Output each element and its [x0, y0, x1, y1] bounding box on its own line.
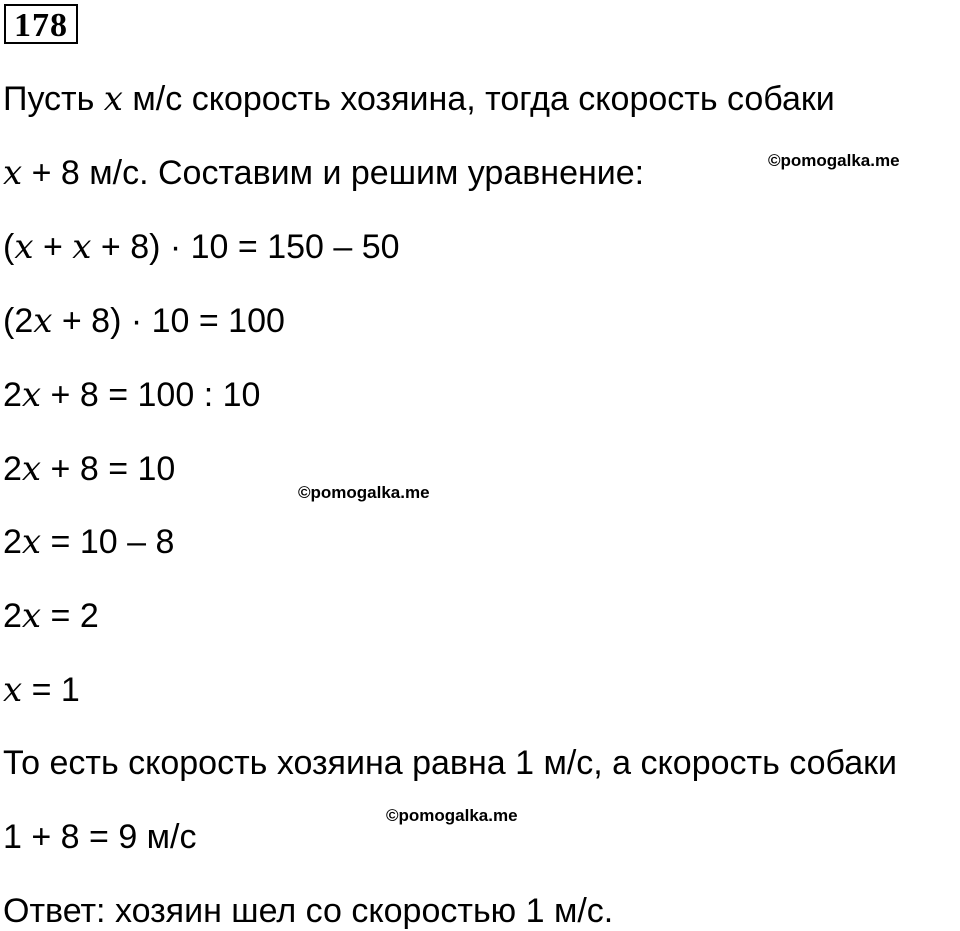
- problem-number: 178: [4, 4, 78, 44]
- solution-line-1: Пусть x м/с скорость хозяина, тогда скорость собаки: [3, 79, 835, 119]
- equation-line-2: (2x + 8) · 10 = 100: [3, 301, 285, 341]
- solution-line-2: x + 8 м/с. Составим и решим уравнение:: [3, 153, 645, 193]
- variable-x: x: [72, 227, 92, 267]
- watermark: ©pomogalka.me: [386, 806, 518, 825]
- variable-x: x: [3, 670, 23, 710]
- variable-x: x: [21, 522, 42, 562]
- variable-x: x: [21, 375, 42, 415]
- conclusion-line-2: 1 + 8 = 9 м/с: [3, 818, 197, 856]
- conclusion-line-1: То есть скорость хозяина равна 1 м/с, а скорость собаки: [3, 744, 898, 782]
- equation-line-5: 2x = 10 – 8: [3, 522, 175, 562]
- answer-line: Ответ: хозяин шел со скоростью 1 м/с.: [3, 892, 614, 930]
- variable-x: x: [3, 153, 23, 193]
- variable-x: x: [21, 596, 42, 636]
- watermark: ©pomogalka.me: [298, 483, 430, 502]
- equation-line-4: 2x + 8 = 10: [3, 449, 176, 489]
- variable-x: x: [21, 449, 42, 489]
- variable-x: x: [14, 227, 34, 267]
- equation-line-3: 2x + 8 = 100 : 10: [3, 375, 261, 415]
- variable-x: x: [33, 301, 53, 341]
- variable-x: x: [103, 79, 123, 119]
- watermark: ©pomogalka.me: [768, 151, 900, 170]
- equation-line-6: 2x = 2: [3, 596, 99, 636]
- equation-line-7: x = 1: [3, 670, 80, 710]
- equation-line-1: (x + x + 8) · 10 = 150 – 50: [3, 227, 400, 267]
